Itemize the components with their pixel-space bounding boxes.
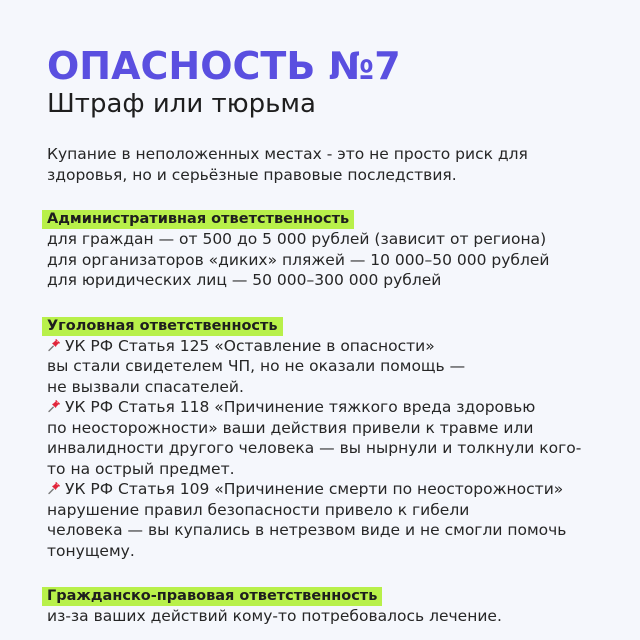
intro-paragraph: [47, 144, 617, 185]
civil-heading: Гражданско-правовая ответственность: [42, 587, 382, 606]
intro-line: здоровья, но и серьёзные правовые последствия.: [47, 165, 457, 184]
criminal-list: [47, 336, 617, 562]
administrative-list: [47, 229, 617, 291]
pushpin-icon: [47, 338, 61, 352]
law-line: не вызвали спасателей.: [47, 377, 244, 396]
administrative-heading: Административная ответственность: [42, 210, 354, 229]
law-line: инвалидности другого человека — вы нырнули и толкнули кого-: [47, 439, 582, 457]
fine-line: для граждан — от 500 до 5 000 рублей (зависит от региона): [47, 230, 547, 248]
page: [47, 44, 617, 627]
law-line: нарушение правил безопасности привело к гибели: [47, 500, 470, 519]
fine-line: для организаторов «диких» пляжей — 10 000–50 000 рублей: [47, 250, 550, 269]
law-article-125: [47, 336, 617, 398]
civil-line: из-за ваших действий кому-то потребовалось лечение.: [47, 607, 502, 625]
law-line: УК РФ Статья 118 «Причинение тяжкого вреда здоровью: [65, 398, 536, 416]
civil-list: [47, 606, 617, 627]
pushpin-icon: [47, 399, 61, 413]
law-line: УК РФ Статья 125 «Оставление в опасности»: [65, 336, 435, 355]
law-article-118: [47, 397, 617, 479]
law-line: то на острый предмет.: [47, 459, 235, 478]
criminal-heading: Уголовная ответственность: [42, 317, 283, 336]
criminal-section: [47, 315, 617, 562]
civil-section: [47, 585, 617, 627]
law-line: по неосторожности» ваши действия привели к травме или: [47, 418, 534, 437]
law-line: тонущему.: [47, 541, 135, 560]
law-article-109: [47, 479, 617, 561]
page-subtitle: Штраф или тюрьма: [47, 89, 316, 119]
intro-line: Купание в неположенных местах - это не просто риск для: [47, 145, 528, 163]
administrative-section: [47, 208, 617, 291]
pushpin-icon: [47, 481, 61, 495]
page-title: ОПАСНОСТЬ №7: [47, 44, 401, 88]
fine-line: для юридических лиц — 50 000–300 000 рублей: [47, 271, 442, 289]
law-line: УК РФ Статья 109 «Причинение смерти по неосторожности»: [65, 480, 564, 498]
law-line: человека — вы купались в нетрезвом виде и не смогли помочь: [47, 521, 567, 539]
law-line: вы стали свидетелем ЧП, но не оказали помощь —: [47, 357, 466, 375]
